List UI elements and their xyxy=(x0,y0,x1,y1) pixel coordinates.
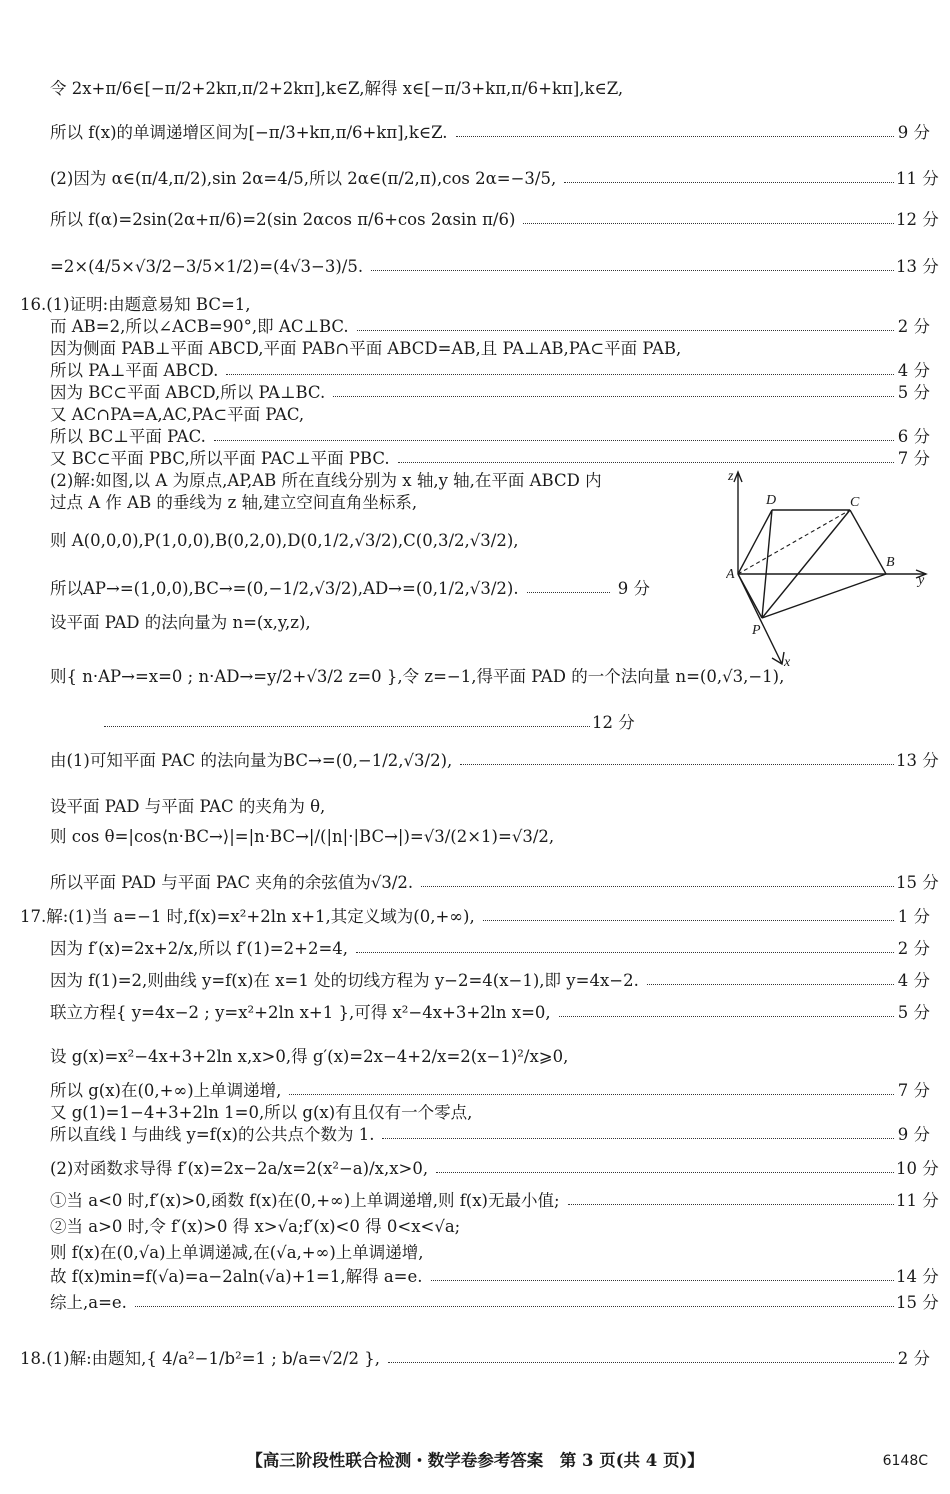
coordinate-figure xyxy=(726,466,932,670)
line-text: 16.(1)证明:由题意易知 BC=1, xyxy=(20,295,251,314)
footer-code: 6148C xyxy=(882,1453,928,1469)
score-mark: 2 分 xyxy=(897,317,930,336)
line-text: ②当 a>0 时,令 f′(x)>0 得 x>√a;f′(x)<0 得 0<x<√a; xyxy=(50,1217,461,1236)
line-text: 令 2x+π/6∈[−π/2+2kπ,π/2+2kπ],k∈Z,解得 x∈[−π/3+kπ,π/6+kπ],k∈Z, xyxy=(50,79,624,98)
line-text: 设平面 PAD 的法向量为 n=(x,y,z), xyxy=(50,613,311,632)
line-text: 所以 BC⊥平面 PAC. xyxy=(50,427,206,446)
label-B: B xyxy=(886,555,895,570)
line-text: 所以平面 PAD 与平面 PAC 夹角的余弦值为√3/2. xyxy=(50,873,414,892)
score-mark: 5 分 xyxy=(897,1003,930,1022)
dot-leader xyxy=(559,1002,894,1017)
score-mark: 15 分 xyxy=(896,873,939,892)
score-mark: 7 分 xyxy=(897,1081,930,1100)
score-mark: 1 分 xyxy=(897,907,930,926)
line-text: 因为 BC⊂平面 ABCD,所以 PA⊥BC. xyxy=(50,383,326,402)
line-text: 所以直线 l 与曲线 y=f(x)的公共点个数为 1. xyxy=(50,1125,375,1144)
score-mark: 12 分 xyxy=(592,713,635,732)
line-text: 又 g(1)=1−4+3+2ln 1=0,所以 g(x)有且仅有一个零点, xyxy=(50,1103,473,1122)
score-mark: 4 分 xyxy=(897,971,930,990)
label-A: A xyxy=(726,567,735,582)
dot-leader xyxy=(357,316,894,331)
dot-leader xyxy=(564,168,894,183)
line-text: 因为 f(1)=2,则曲线 y=f(x)在 x=1 处的切线方程为 y−2=4(x−1),即 y=4x−2. xyxy=(50,971,639,990)
label-P: P xyxy=(752,623,761,638)
line-text: 则 f(x)在(0,√a)上单调递减,在(√a,+∞)上单调递增, xyxy=(50,1243,424,1262)
line-text: 而 AB=2,所以∠ACB=90°,即 AC⊥BC. xyxy=(50,317,349,336)
line-text: 联立方程{ y=4x−2 ; y=x²+2ln x+1 },可得 x²−4x+3+2ln x=0, xyxy=(50,1003,551,1022)
score-mark: 2 分 xyxy=(897,939,930,958)
score-mark: 2 分 xyxy=(897,1349,930,1368)
dot-leader xyxy=(421,872,894,887)
line-text: 过点 A 作 AB 的垂线为 z 轴,建立空间直角坐标系, xyxy=(50,493,418,512)
label-D: D xyxy=(766,493,777,508)
label-x: x xyxy=(784,655,791,670)
dot-leader xyxy=(388,1348,894,1363)
score-mark: 9 分 xyxy=(897,1125,930,1144)
dot-leader xyxy=(333,382,894,397)
dot-leader xyxy=(436,1158,894,1173)
line-text: 因为 f′(x)=2x+2/x,所以 f′(1)=2+2=4, xyxy=(50,939,349,958)
score-mark: 13 分 xyxy=(896,257,939,276)
dot-leader xyxy=(523,209,894,224)
line-text: 又 BC⊂平面 PBC,所以平面 PAC⊥平面 PBC. xyxy=(50,449,390,468)
dot-leader xyxy=(460,750,894,765)
line-text: (2)对函数求导得 f′(x)=2x−2a/x=2(x²−a)/x,x>0, xyxy=(50,1159,429,1178)
dot-leader xyxy=(456,122,895,137)
line-text: 所以 f(x)的单调递增区间为[−π/3+kπ,π/6+kπ],k∈Z. xyxy=(50,123,448,142)
line-text: ①当 a<0 时,f′(x)>0,函数 f(x)在(0,+∞)上单调递增,则 f(x)无最小值; xyxy=(50,1191,560,1210)
edge-AP xyxy=(738,574,762,618)
dot-leader xyxy=(356,938,894,953)
label-z: z xyxy=(728,469,734,484)
line-text: 所以 f(α)=2sin(2α+π/6)=2(sin 2αcos π/6+cos 2αsin π/6) xyxy=(50,210,516,229)
dot-leader xyxy=(226,360,894,375)
line-text: (2)因为 α∈(π/4,π/2),sin 2α=4/5,所以 2α∈(π/2,π),cos 2α=−3/5, xyxy=(50,169,557,188)
line-text: 则{ n·AP→=x=0 ; n·AD→=y/2+√3/2 z=0 },令 z=−1,得平面 PAD 的一个法向量 n=(0,√3,−1), xyxy=(50,667,785,686)
dot-leader xyxy=(647,970,894,985)
dot-leader xyxy=(135,1292,894,1307)
label-y: y xyxy=(918,573,925,588)
label-C: C xyxy=(850,495,860,510)
score-mark: 6 分 xyxy=(897,427,930,446)
line-text: 所以AP→=(1,0,0),BC→=(0,−1/2,√3/2),AD→=(0,1/2,√3/2). xyxy=(50,579,519,598)
score-mark: 13 分 xyxy=(896,751,939,770)
x-arrow xyxy=(772,652,784,664)
line-text: =2×(4/5×√3/2−3/5×1/2)=(4√3−3)/5. xyxy=(50,257,364,276)
line-text: 综上,a=e. xyxy=(50,1293,127,1312)
dot-leader xyxy=(382,1124,894,1139)
score-mark: 12 分 xyxy=(896,210,939,229)
line-text: 所以 g(x)在(0,+∞)上单调递增, xyxy=(50,1081,282,1100)
score-mark: 7 分 xyxy=(897,449,930,468)
line-text: 因为侧面 PAB⊥平面 ABCD,平面 PAB∩平面 ABCD=AB,且 PA⊥AB,PA⊂平面 PAB, xyxy=(50,339,682,358)
dot-leader xyxy=(483,906,894,921)
score-mark: 4 分 xyxy=(897,361,930,380)
dot-leader xyxy=(527,578,610,593)
dot-leader xyxy=(398,448,894,463)
footer-title: 【高三阶段性联合检测・数学卷参考答案 第 3 页(共 4 页)】 xyxy=(246,1451,704,1470)
line-text: 则 cos θ=|cos⟨n·BC→⟩|=|n·BC→|/(|n|·|BC→|)=√3/(2×1)=√3/2, xyxy=(50,827,555,846)
edge-CB xyxy=(850,510,886,574)
dot-leader xyxy=(371,256,894,271)
line-text: 设 g(x)=x²−4x+3+2ln x,x>0,得 g′(x)=2x−4+2/x=2(x−1)²/x⩾0, xyxy=(50,1047,569,1066)
line-text: 17.解:(1)当 a=−1 时,f(x)=x²+2ln x+1,其定义域为(0,+∞), xyxy=(20,907,475,926)
score-mark: 11 分 xyxy=(896,1191,939,1210)
page-footer xyxy=(0,1448,950,1474)
line-text: 由(1)可知平面 PAC 的法向量为BC→=(0,−1/2,√3/2), xyxy=(50,751,453,770)
score-mark: 9 分 xyxy=(897,123,930,142)
dot-leader xyxy=(214,426,894,441)
line-text: 则 A(0,0,0),P(1,0,0),B(0,2,0),D(0,1/2,√3/2),C(0,3/2,√3/2), xyxy=(50,531,519,550)
score-mark: 10 分 xyxy=(896,1159,939,1178)
dot-leader xyxy=(104,712,590,727)
line-text: 故 f(x)min=f(√a)=a−2aln(√a)+1=1,解得 a=e. xyxy=(50,1267,423,1286)
score-mark: 15 分 xyxy=(896,1293,939,1312)
line-text: 又 AC∩PA=A,AC,PA⊂平面 PAC, xyxy=(50,405,305,424)
score-mark: 11 分 xyxy=(896,169,939,188)
dot-leader xyxy=(431,1266,895,1281)
dot-leader xyxy=(289,1080,894,1095)
line-text: 设平面 PAD 与平面 PAC 的夹角为 θ, xyxy=(50,797,326,816)
score-mark: 5 分 xyxy=(897,383,930,402)
line-text: 18.(1)解:由题知,{ 4/a²−1/b²=1 ; b/a=√2/2 }, xyxy=(20,1349,380,1368)
line-text: (2)解:如图,以 A 为原点,AP,AB 所在直线分别为 x 轴,y 轴,在平面 ABCD 内 xyxy=(50,471,602,490)
score-mark: 9 分 xyxy=(617,579,650,598)
line-text: 所以 PA⊥平面 ABCD. xyxy=(50,361,219,380)
score-mark: 14 分 xyxy=(896,1267,939,1286)
dot-leader xyxy=(568,1190,894,1205)
